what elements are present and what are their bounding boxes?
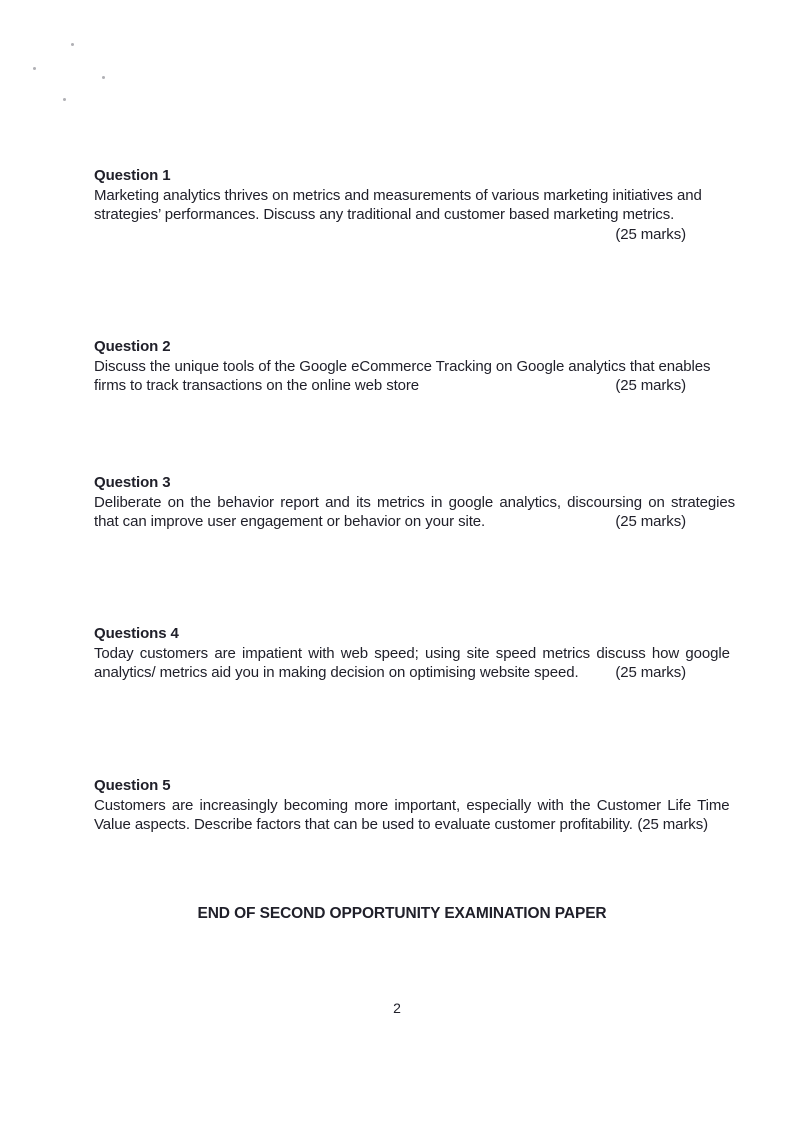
question-line: strategies’ performances. Discuss any traditional and customer based marketing metrics.: [94, 206, 675, 223]
question-block-2: [94, 337, 710, 396]
question-line: firms to track transactions on the online web store: [94, 377, 420, 394]
scan-speck: [63, 98, 66, 101]
question-block-3: [94, 473, 736, 532]
question-last-line-row: [94, 376, 710, 396]
marks-label: (25 marks): [615, 664, 686, 681]
marks-label: (25 marks): [615, 513, 686, 530]
question-line: Value aspects. Describe factors that can be used to evaluate customer profitability.: [94, 816, 633, 833]
question-last-line-row: [94, 512, 710, 532]
scan-speck: [33, 67, 36, 70]
page-number: 2: [393, 1000, 401, 1016]
question-title: Question 2: [94, 338, 171, 355]
question-line: that can improve user engagement or behavior on your site.: [94, 513, 486, 530]
question-block-1: [94, 166, 710, 244]
question-title: Questions 4: [94, 625, 179, 642]
question-last-line-row: [94, 815, 710, 835]
question-block-4: [94, 624, 730, 683]
question-block-5: [94, 776, 730, 835]
scan-speck: [102, 76, 105, 79]
scan-speck: [71, 43, 74, 46]
marks-label: (25 marks): [615, 225, 686, 243]
question-line: Today customers are impatient with web speed; using site speed metrics discuss how google: [94, 644, 730, 662]
marks-label: (25 marks): [615, 377, 686, 394]
end-of-paper-line: END OF SECOND OPPORTUNITY EXAMINATION PAPER: [197, 905, 607, 922]
marks-label: (25 marks): [637, 816, 708, 833]
question-title: Question 5: [94, 777, 171, 794]
question-title: Question 1: [94, 167, 171, 184]
question-line: analytics/ metrics aid you in making decision on optimising website speed.: [94, 664, 579, 681]
question-line: Marketing analytics thrives on metrics and measurements of various marketing initiatives and: [94, 186, 702, 204]
question-line: Discuss the unique tools of the Google eCommerce Tracking on Google analytics that enables: [94, 357, 711, 375]
question-last-line-row: [94, 663, 710, 683]
question-line: Deliberate on the behavior report and its metrics in google analytics, discoursing on strategies: [94, 493, 736, 511]
question-line: Customers are increasingly becoming more important, especially with the Customer Life Time: [94, 796, 730, 814]
question-title: Question 3: [94, 474, 171, 491]
